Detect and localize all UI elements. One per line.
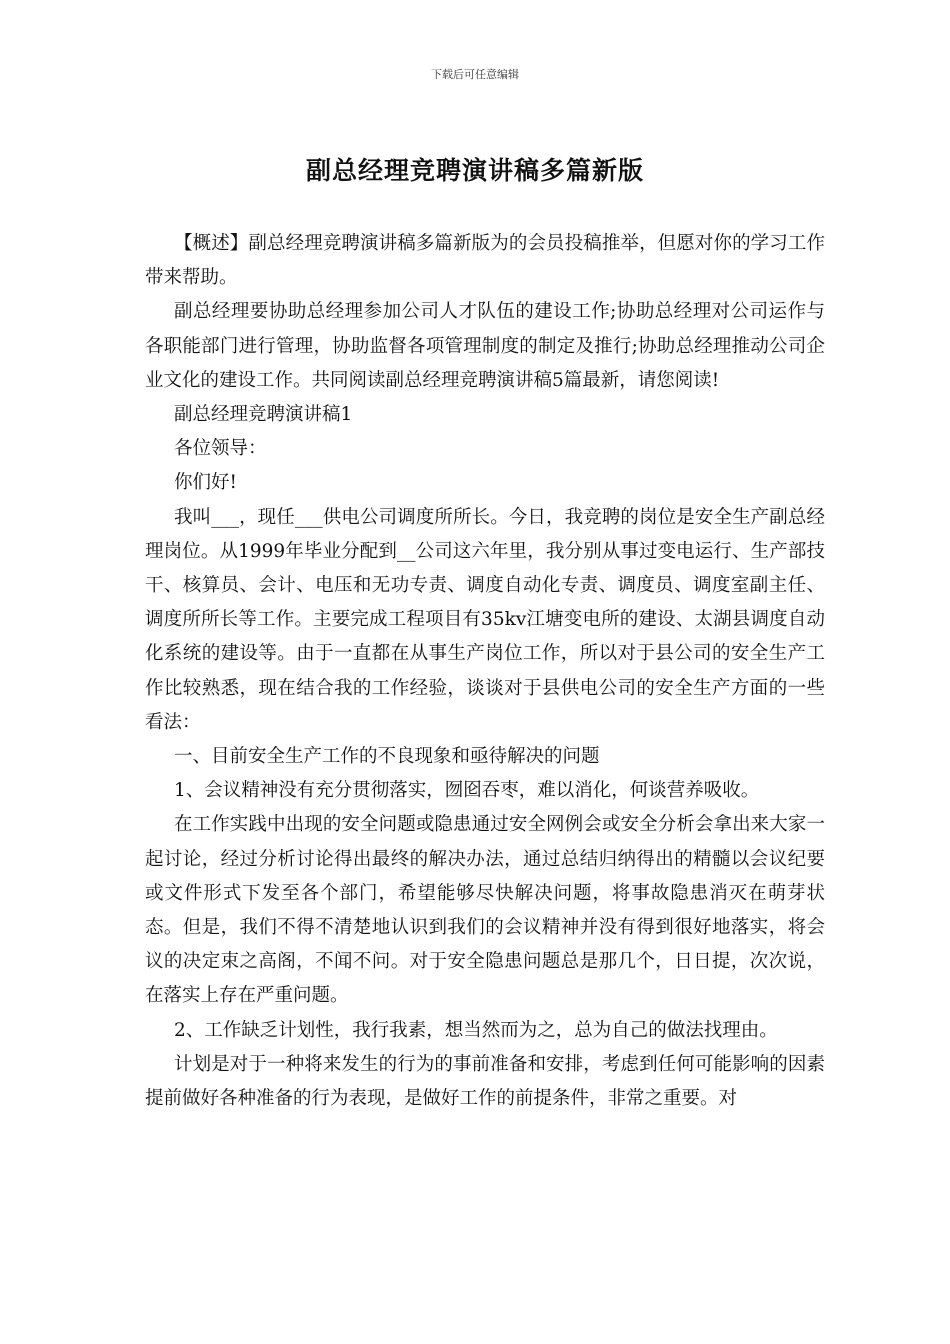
paragraph-intro: 副总经理要协助总经理参加公司人才队伍的建设工作;协助总经理对公司运作与各职能部门进行管理，协助监督各项管理制度的制定及推行;协助总经理推动公司企业文化的建设工作。共同阅读副总经理竞聘演讲稿5篇最新，请您阅读! bbox=[145, 301, 825, 391]
paragraph-point-1: 在工作实践中出现的安全问题或隐患通过安全网例会或安全分析会拿出来大家一起讨论，经过分析讨论得出最终的解决办法，通过总结归纳得出的精髓以会议纪要或文件形式下发至各个部门，希望能够尽快解决问题，将事故隐患消灭在萌芽状态。但是，我们不得不清楚地认识到我们的会议精神并没有得到很好地落实，将会议的决定束之高阁，不闻不问。对于安全隐患问题总是那几个，日日提，次次说，在落实上存在严重问题。 bbox=[145, 814, 825, 1007]
paragraph-overview: 【概述】副总经理竞聘演讲稿多篇新版为的会员投稿推举，但愿对你的学习工作带来帮助。 bbox=[145, 233, 825, 289]
point-heading-1: 1、会议精神没有充分贯彻落实，囫囵吞枣，难以消化，何谈营养吸收。 bbox=[174, 780, 760, 802]
greeting: 你们好! bbox=[174, 472, 237, 494]
section-heading: 一、目前安全生产工作的不良现象和亟待解决的问题 bbox=[174, 746, 600, 768]
speech-heading: 副总经理竞聘演讲稿1 bbox=[174, 404, 353, 426]
document-body bbox=[145, 227, 825, 1116]
point-heading-2: 2、工作缺乏计划性，我行我素，想当然而为之，总为自己的做法找理由。 bbox=[174, 1019, 778, 1041]
paragraph-self-intro: 我叫___，现任___供电公司调度所所长。今日，我竞聘的岗位是安全生产副总经理岗位。从1999年毕业分配到__公司这六年里，我分别从事过变电运行、生产部技干、核算员、会计、电压和无功专责、调度自动化专责、调度员、调度室副主任、调度所所长等工作。主要完成工程项目有35kv江塘变电所的建设、太湖县调度自动化系统的建设等。由于一直都在从事生产岗位工作，所以对于县公司的安全生产工作比较熟悉，现在结合我的工作经验，谈谈对于县供电公司的安全生产方面的一些看法： bbox=[145, 506, 825, 733]
paragraph-point-2: 计划是对于一种将来发生的行为的事前准备和安排，考虑到任何可能影响的因素提前做好各种准备的行为表现，是做好工作的前提条件，非常之重要。对 bbox=[145, 1053, 825, 1110]
salutation: 各位领导： bbox=[174, 438, 267, 460]
header-note: 下载后可任意编辑 bbox=[431, 68, 519, 81]
document-title: 副总经理竞聘演讲稿多篇新版 bbox=[305, 156, 644, 185]
